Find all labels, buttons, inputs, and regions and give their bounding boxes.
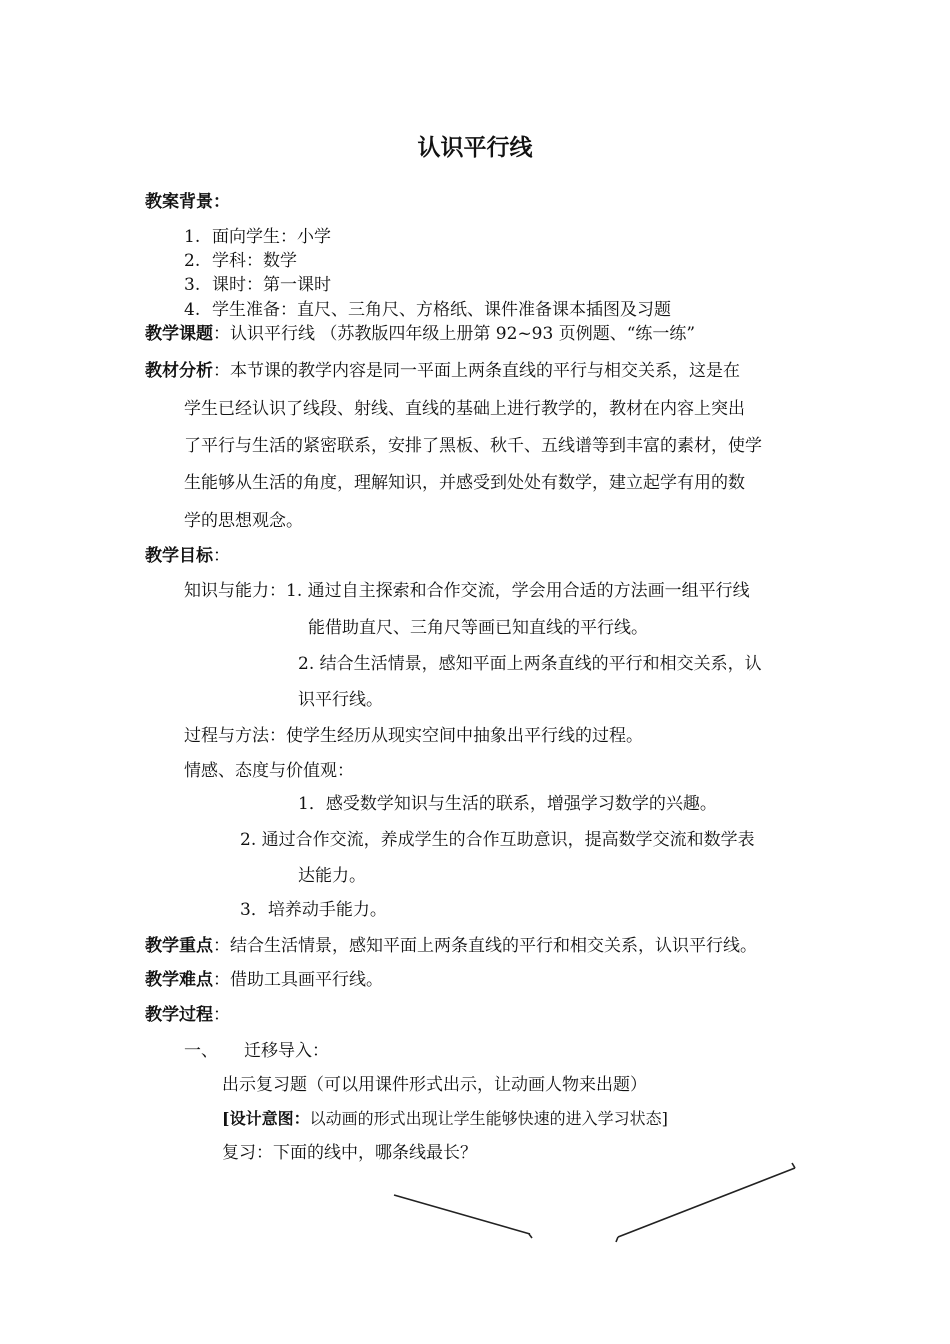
line-segment-a-tick	[529, 1234, 532, 1238]
analysis-text: ：本节课的教学内容是同一平面上两条直线的平行与相交关系，这是在	[213, 361, 740, 381]
review-line: 复习：下面的线中，哪条线最长？	[222, 1143, 477, 1163]
emotion-line: 达能力。	[298, 866, 366, 886]
analysis-line: 学的思想观念。	[184, 511, 303, 531]
line-segment-b-tick-end	[792, 1163, 795, 1168]
topic-label: 教学课题	[145, 324, 213, 344]
process-label: 教学过程	[145, 1005, 213, 1025]
section-number: 一、	[184, 1041, 218, 1061]
design-open: [	[222, 1109, 230, 1128]
goal-line: 2. 结合生活情景，感知平面上两条直线的平行和相交关系，认	[298, 654, 762, 674]
page-title: 认识平行线	[417, 135, 533, 161]
line-segment-b	[618, 1168, 795, 1237]
keypoint-label: 教学重点	[145, 936, 213, 956]
emotion-heading: 情感、态度与价值观：	[184, 761, 354, 781]
list-text: 学科：数学	[212, 251, 297, 271]
goal-line: 知识与能力：1. 通过自主探索和合作交流，学会用合适的方法画一组平行线	[184, 581, 750, 601]
goals-colon: ：	[213, 546, 230, 566]
difficulty-label: 教学难点	[145, 970, 213, 990]
list-number: 4.	[184, 300, 201, 320]
goal-line: 能借助直尺、三角尺等画已知直线的平行线。	[308, 618, 648, 638]
analysis-label: 教材分析	[145, 361, 213, 381]
list-number: 2.	[184, 251, 201, 271]
analysis-line: 生能够从生活的角度，理解知识，并感受到处处有数学，建立起学有用的数	[184, 473, 745, 493]
process-colon: ：	[213, 1005, 230, 1025]
emotion-line: 2. 通过合作交流，养成学生的合作互助意识，提高数学交流和数学表	[240, 830, 755, 850]
process-goal: 过程与方法：使学生经历从现实空间中抽象出平行线的过程。	[184, 726, 643, 746]
section-title: 迁移导入：	[244, 1041, 329, 1061]
list-text: 面向学生：小学	[212, 227, 331, 247]
analysis-line: 了平行与生活的紧密联系，安排了黑板、秋千、五线谱等到丰富的素材，使学	[184, 436, 762, 456]
line-segment-b-tick-start	[616, 1237, 618, 1242]
topic-text: ：认识平行线 （苏教版四年级上册第 92~93 页例题、“练一练”	[213, 324, 696, 344]
goal-line: 识平行线。	[298, 690, 383, 710]
keypoint-text: ：结合生活情景，感知平面上两条直线的平行和相交关系，认识平行线。	[213, 936, 757, 956]
list-number: 3.	[184, 275, 201, 295]
background-heading: 教案背景：	[145, 192, 230, 212]
emotion-line: 3．培养动手能力。	[240, 900, 387, 920]
design-text: 以动画的形式出现让学生能够快速的进入学习状态]	[309, 1109, 668, 1128]
list-text: 课时：第一课时	[212, 275, 331, 295]
line-segment-a	[394, 1195, 530, 1234]
show-line: 出示复习题（可以用课件形式出示，让动画人物来出题）	[222, 1075, 647, 1095]
goals-label: 教学目标	[145, 546, 213, 566]
emotion-line: 1．感受数学知识与生活的联系，增强学习数学的兴趣。	[298, 794, 717, 814]
list-number: 1.	[184, 227, 201, 247]
list-text: 学生准备：直尺、三角尺、方格纸、课件准备课本插图及习题	[212, 300, 671, 320]
design-label: 设计意图：	[229, 1109, 310, 1128]
difficulty-text: ：借助工具画平行线。	[213, 970, 383, 990]
analysis-line: 学生已经认识了线段、射线、直线的基础上进行教学的，教材在内容上突出	[184, 399, 745, 419]
